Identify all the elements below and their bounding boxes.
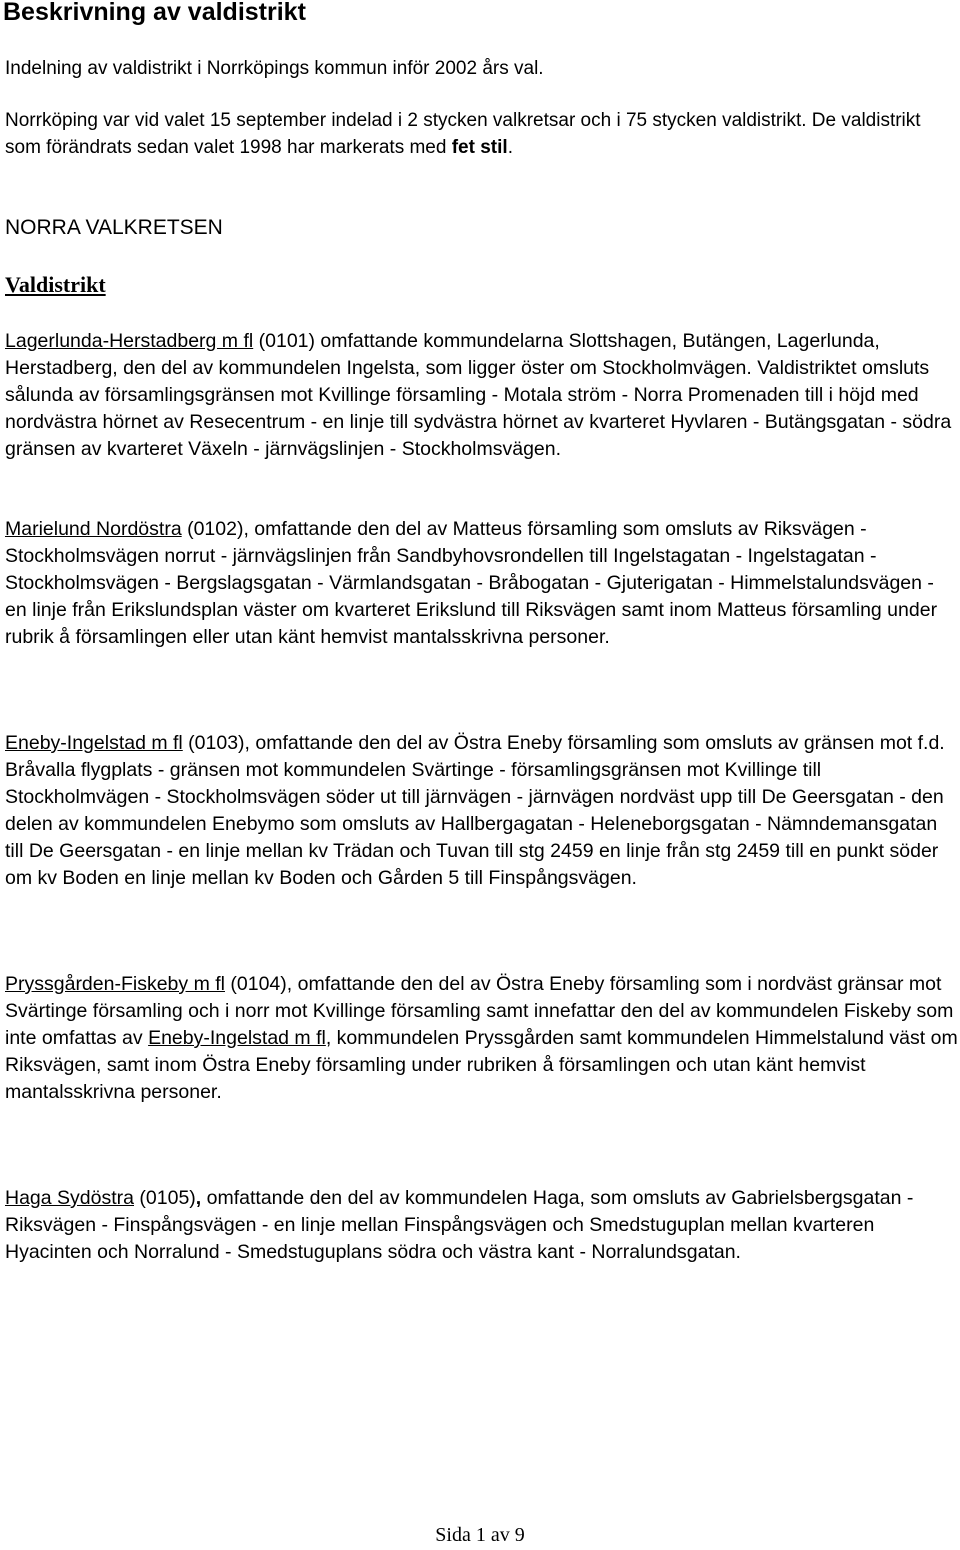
district-0101 <box>5 328 960 463</box>
district-reference: Eneby-Ingelstad m fl <box>148 1027 326 1049</box>
section-heading: NORRA VALKRETSEN <box>5 216 223 239</box>
district-description: omfattande den del av kommundelen Haga, som omsluts av Gabrielsbergsgatan - Riksvägen - Finspångsvägen - en linje mellan Finspångsvägen och Smedstuguplan mellan kvarteren Hyacinten och Norralund - Smedstuguplans södra och västra kant - Norralundsgatan. <box>5 1187 914 1263</box>
page-footer: Sida 1 av 9 <box>435 1524 525 1546</box>
district-0104 <box>5 971 960 1106</box>
intro-end: . <box>507 136 513 158</box>
district-description: (0102), omfattande den del av Matteus församling som omsluts av Riksvägen - Stockholmsvägen norrut - järnvägslinjen från Sandbyhovsrondellen till Ingelstagatan - Ingelstagatan - Stockholmsvägen - Bergslagsgatan - Värmlandsgatan - Bråbogatan - Gjuterigatan - Himmelstalundsvägen - en linje från Erikslundsplan väster om kvarteret Erikslund till Riksvägen samt inom Matteus församling under rubrik å församlingen eller utan känt hemvist mantalsskrivna personer. <box>5 518 938 648</box>
intro-text: Norrköping var vid valet 15 september indelad i 2 stycken valkretsar och i 75 stycken valdistrikt. De valdistrikt som förändrats sedan valet 1998 har markerats med <box>5 110 921 158</box>
district-description-cont: , kommundelen Pryssgården samt kommundelen Himmelstalund väst om Riksvägen, samt inom Östra Eneby församling under rubriken å församlingen och utan känt hemvist mantalsskrivna personer. <box>5 1027 958 1103</box>
district-name: Lagerlunda-Herstadberg m fl <box>5 330 254 352</box>
intro-line: Indelning av valdistrikt i Norrköpings kommun inför 2002 års val. <box>5 58 544 79</box>
district-name: Haga Sydöstra <box>5 1187 134 1209</box>
district-description: (0101) omfattande kommundelarna Slottshagen, Butängen, Lagerlunda, Herstadberg, den del av kommundelen Ingelsta, som ligger öster om Stockholmvägen. Valdistriktet omsluts sålunda av församlingsgränsen mot Kvillinge församling - Motala ström - Norra Promenaden till i höjd med nordvästra hörnet av Resecentrum - en linje till sydvästra hörnet av kvarteret Hyvlaren - Butängsgatan - södra gränsen av kvarteret Växeln - järnvägslinjen - Stockholmsvägen. <box>5 330 952 460</box>
district-0103 <box>5 730 960 892</box>
district-bold-comma: , <box>195 1187 202 1209</box>
district-name: Marielund Nordöstra <box>5 518 182 540</box>
section-subheading: Valdistrikt <box>5 272 106 297</box>
document-title: Beskrivning av valdistrikt <box>3 0 306 26</box>
district-name: Pryssgården-Fiskeby m fl <box>5 973 225 995</box>
district-code: (0105) <box>134 1187 196 1209</box>
intro-paragraph <box>5 108 955 161</box>
district-0105 <box>5 1185 960 1266</box>
intro-bold-text: fet stil <box>451 136 508 158</box>
district-description: (0104), omfattande den del av Östra Eneby församling som i nordväst gränsar mot Svärtinge församling och i norr mot Kvillinge församling samt innefattar den del av kommundelen Fiskeby som inte omfattas av <box>5 973 954 1049</box>
district-0102 <box>5 516 960 651</box>
district-name: Eneby-Ingelstad m fl <box>5 732 183 754</box>
district-description: (0103), omfattande den del av Östra Eneby församling som omsluts av gränsen mot f.d. Bråvalla flygplats - gränsen mot kommundelen Svärtinge - församlingsgränsen mot Kvillinge till Stockholmvägen - Stockholmsvägen söder ut till järnvägen - järnvägen nordväst upp till De Geersgatan - den delen av kommundelen Enebymo som omsluts av Hallbergagatan - Heleneborgsgatan - Nämndemansgatan till De Geersgatan - en linje mellan kv Trädan och Tuvan till stg 2459 en linje från stg 2459 till en punkt söder om kv Boden en linje mellan kv Boden och Gården 5 till Finspångsvägen. <box>5 732 945 889</box>
